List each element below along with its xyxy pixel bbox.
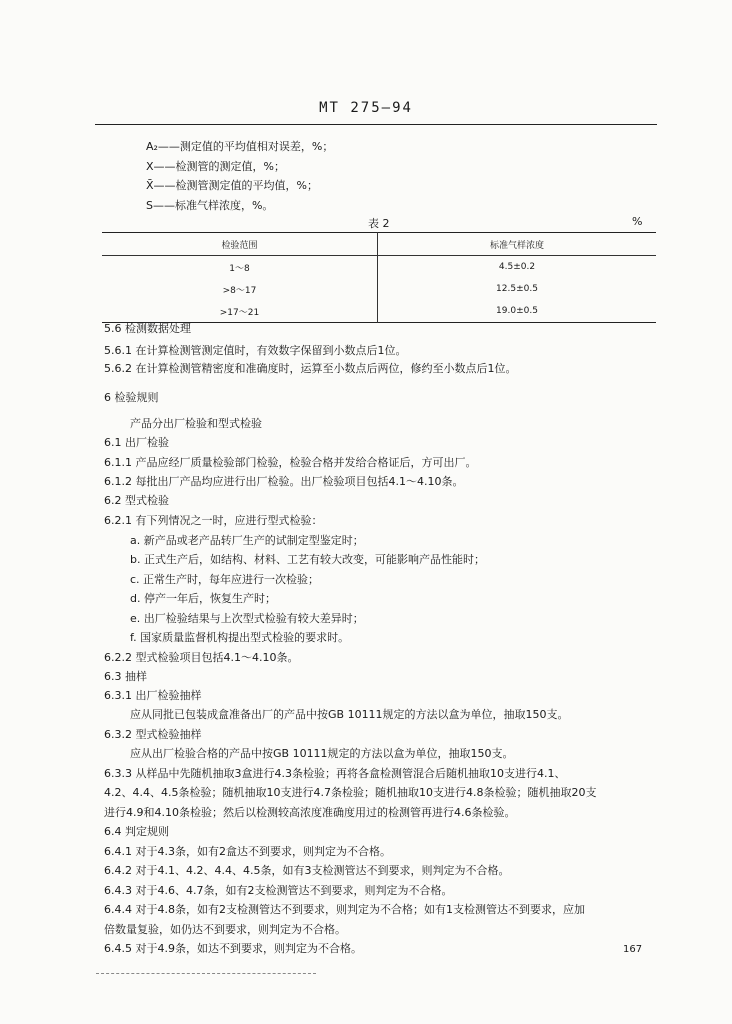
table-cell: 4.5±0.2 [498, 262, 536, 272]
section-heading: 5.6 检测数据处理 [104, 322, 191, 335]
list-item: d. 停产一年后，恢复生产时； [130, 592, 276, 605]
header-rule [95, 124, 657, 125]
clause-line: 6.4.2 对于4.1、4.2、4.4、4.5条，如有3支检测管达不到要求，则判定为不合格。 [104, 864, 510, 877]
clause-line: 6.4.3 对于4.6、4.7条，如有2支检测管达不到要求，则判定为不合格。 [104, 884, 453, 897]
list-item: f. 国家质量监督机构提出型式检验的要求时。 [130, 631, 350, 644]
clause-line: 6.2.1 有下列情况之一时，应进行型式检验： [104, 514, 323, 527]
paragraph-line: 应从同批已包装成盒准备出厂的产品中按GB 10111规定的方法以盒为单位，抽取150支。 [130, 708, 569, 721]
paragraph-line: 进行4.9和4.10条检验；然后以检测较高浓度准确度用过的检测管再进行4.6条检验。 [104, 806, 516, 819]
table-header-cell: 检验范围 [102, 233, 378, 256]
table-row [102, 300, 656, 323]
table-header-cell: 标准气样浓度 [378, 233, 657, 256]
definition-line: X——检测管的测定值，%； [146, 160, 285, 173]
clause-line: 6.1.1 产品应经厂质量检验部门检验，检验合格并发给合格证后，方可出厂。 [104, 456, 477, 469]
table-cell: 12.5±0.5 [496, 284, 538, 294]
section-heading: 6.1 出厂检验 [104, 436, 169, 449]
paragraph-line: 4.2、4.4、4.5条检验；随机抽取10支进行4.7条检验；随机抽取10支进行4.8条检验；随机抽取20支 [104, 786, 597, 799]
paragraph-line: 倍数量复验，如仍达不到要求，则判定为不合格。 [104, 923, 346, 936]
table-caption: 表 2 [368, 217, 390, 230]
list-item: a. 新产品或老产品转厂生产的试制定型鉴定时； [130, 534, 364, 547]
paragraph-line: 应从出厂检验合格的产品中按GB 10111规定的方法以盒为单位，抽取150支。 [130, 747, 514, 760]
clause-line: 6.1.2 每批出厂产品均应进行出厂检验。出厂检验项目包括4.1～4.10条。 [104, 475, 464, 488]
clause-line: 6.4.1 对于4.3条，如有2盒达不到要求，则判定为不合格。 [104, 845, 391, 858]
clause-line: 6.3.3 从样品中先随机抽取3盒进行4.3条检验；再将各盒检测管混合后随机抽取10支进行4.1、 [104, 767, 566, 780]
definition-line: A₂——测定值的平均值相对误差，%； [146, 140, 334, 153]
table-cell: >8～17 [102, 278, 378, 300]
definition-line: S——标准气样浓度，%。 [146, 199, 274, 212]
section-heading: 6.3 抽样 [104, 670, 147, 683]
footer-rule [96, 973, 316, 974]
document-header: MT 275—94 [319, 100, 413, 116]
clause-line: 6.2.2 型式检验项目包括4.1～4.10条。 [104, 651, 299, 664]
definition-line: X̄——检测管测定值的平均值，%； [146, 179, 318, 192]
clause-line: 6.4.4 对于4.8条，如有2支检测管达不到要求，则判定为不合格；如有1支检测管达不到要求，应加 [104, 903, 585, 916]
list-item: c. 正常生产时，每年应进行一次检验； [130, 573, 320, 586]
table-2 [102, 232, 656, 323]
table-row [102, 278, 656, 300]
list-item: b. 正式生产后，如结构、材料、工艺有较大改变，可能影响产品性能时； [130, 553, 485, 566]
list-item: e. 出厂检验结果与上次型式检验有较大差异时； [130, 612, 364, 625]
page-number: 167 [623, 944, 643, 955]
clause-line: 5.6.1 在计算检测管测定值时，有效数字保留到小数点后1位。 [104, 344, 407, 357]
table-cell: 1～8 [102, 256, 378, 279]
section-heading: 6.2 型式检验 [104, 494, 169, 507]
clause-line: 6.3.2 型式检验抽样 [104, 728, 202, 741]
section-heading: 6.4 判定规则 [104, 825, 169, 838]
table-row [102, 256, 656, 279]
table-header-row [102, 233, 656, 256]
table-cell: >17～21 [102, 300, 378, 323]
section-heading: 6 检验规则 [104, 391, 159, 404]
table-unit: % [632, 215, 643, 228]
paragraph-line: 产品分出厂检验和型式检验 [130, 417, 262, 430]
clause-line: 6.3.1 出厂检验抽样 [104, 689, 202, 702]
table-cell: 19.0±0.5 [496, 306, 538, 316]
clause-line: 5.6.2 在计算检测管精密度和准确度时，运算至小数点后两位，修约至小数点后1位。 [104, 362, 517, 375]
clause-line: 6.4.5 对于4.9条，如达不到要求，则判定为不合格。 [104, 942, 362, 955]
